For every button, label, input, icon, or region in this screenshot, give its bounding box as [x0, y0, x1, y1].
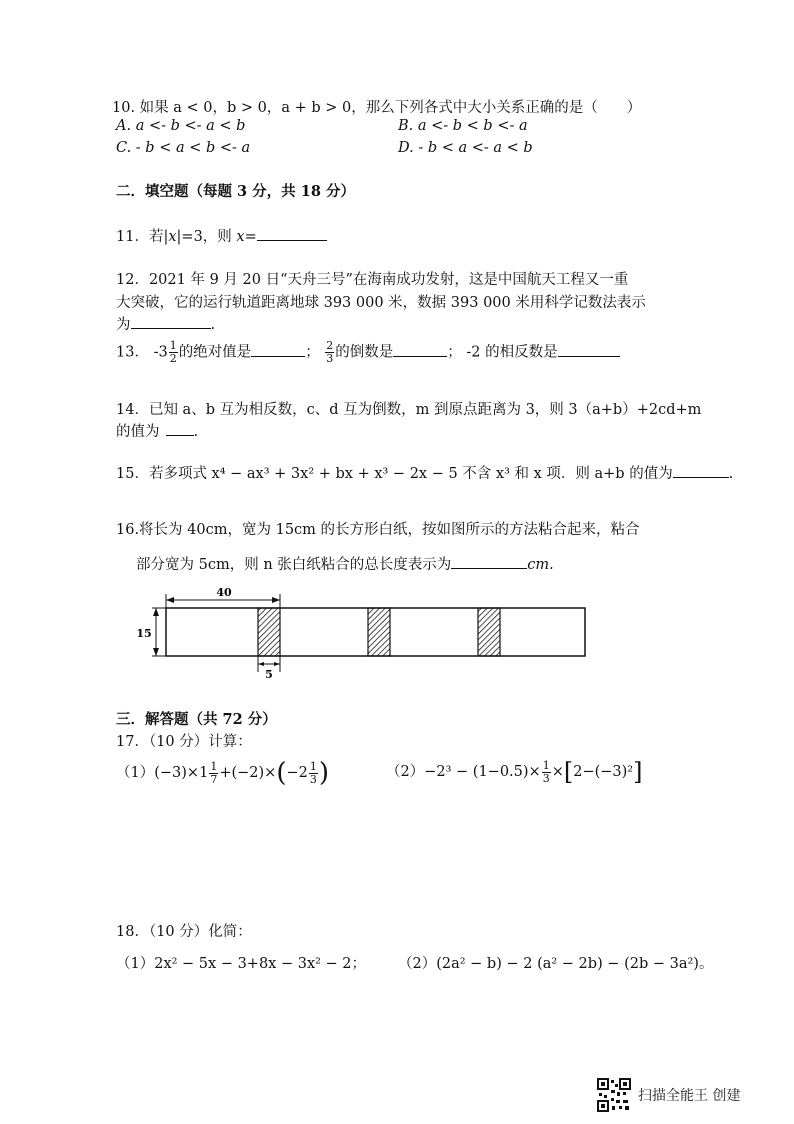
question-14-line2: 的值为 .: [116, 420, 198, 441]
answer-blank[interactable]: [257, 226, 327, 241]
overlap-region: [258, 608, 280, 656]
question-17-part2: （2）−2³ − (1−0.5)× $\frac{1}{3}$ ×[2−(−3)²]: [386, 758, 643, 786]
question-12-line3: 为 .: [116, 313, 215, 334]
fraction: $\frac{1}{2}$: [169, 339, 177, 365]
answer-blank[interactable]: [673, 463, 729, 478]
question-12-line1: 12．2021 年 9 月 20 日“天舟三号”在海南成功发射，这是中国航天工程又一重: [116, 272, 629, 288]
paper-strip-figure: [130, 580, 600, 680]
scanner-watermark: 扫描全能王 创建: [638, 1088, 741, 1104]
question-17-title: 17．（10 分）计算：: [116, 734, 252, 750]
overlap-label: 5: [265, 668, 273, 680]
section-3-title: 三．解答题（共 72 分）: [116, 711, 277, 728]
question-16-line1: 16.将长为 40cm，宽为 15cm 的长方形白纸，按如图所示的方法粘合起来，粘合: [116, 522, 640, 538]
question-17-part1: （1）(−3)×1 $\frac{1}{7}$ +(−2)×(−2 $\frac{1}{3}$ ): [116, 758, 329, 788]
answer-blank[interactable]: [393, 342, 447, 357]
question-18-title: 18．（10 分）化简：: [116, 924, 252, 940]
question-number: 10.: [112, 100, 136, 116]
question-14-line1: 14．已知 a、b 互为相反数，c、d 互为倒数，m 到原点距离为 3，则 3（a+b）+2cd+m: [116, 402, 702, 418]
section-2-title: 二．填空题（每题 3 分，共 18 分）: [116, 183, 355, 200]
question-11: 11．若|x|=3，则 x=: [116, 225, 327, 246]
question-16-line2: 部分宽为 5cm，则 n 张白纸粘合的总长度表示为 cm.: [136, 553, 554, 574]
question-18-part2: （2）(2a² − b) − 2 (a² − 2b) − (2b − 3a²)。: [398, 956, 714, 972]
fraction: $\frac{2}{3}$: [326, 339, 334, 365]
overlap-region: [478, 608, 500, 656]
option-a: A. a <- b <- a < b: [116, 118, 246, 134]
qr-code-icon: [597, 1078, 631, 1112]
answer-blank[interactable]: [251, 342, 305, 357]
option-b: B. a <- b < b <- a: [398, 118, 528, 134]
overlap-region: [368, 608, 390, 656]
question-13: 13． -3 $\frac{1}{2}$ 的绝对值是 ； $\frac{2}{3}$ 的倒数是 ； -2 的相反数是: [116, 340, 620, 365]
option-d: D. - b < a <- a < b: [398, 140, 533, 156]
length-label: 40: [216, 586, 232, 599]
answer-blank[interactable]: [451, 554, 527, 569]
question-18-part1: （1）2x² − 5x − 3+8x − 3x² − 2；: [116, 956, 367, 972]
answer-blank[interactable]: [558, 342, 620, 357]
answer-blank[interactable]: [166, 421, 194, 436]
question-15: 15．若多项式 x⁴ − ax³ + 3x² + bx + x³ − 2x − 5 不含 x³ 和 x 项．则 a+b 的值为 .: [116, 462, 733, 483]
question-10-stem: [112, 96, 641, 117]
question-12-line2: 大突破，它的运行轨道距离地球 393 000 米，数据 393 000 米用科学记数法表示: [116, 295, 646, 311]
answer-blank[interactable]: [131, 314, 211, 329]
question-text: 如果 a < 0，b > 0，a + b > 0，那么下列各式中大小关系正确的是（ ）: [139, 100, 642, 116]
option-c: C. - b < a < b <- a: [116, 140, 251, 156]
width-label: 15: [136, 627, 152, 640]
